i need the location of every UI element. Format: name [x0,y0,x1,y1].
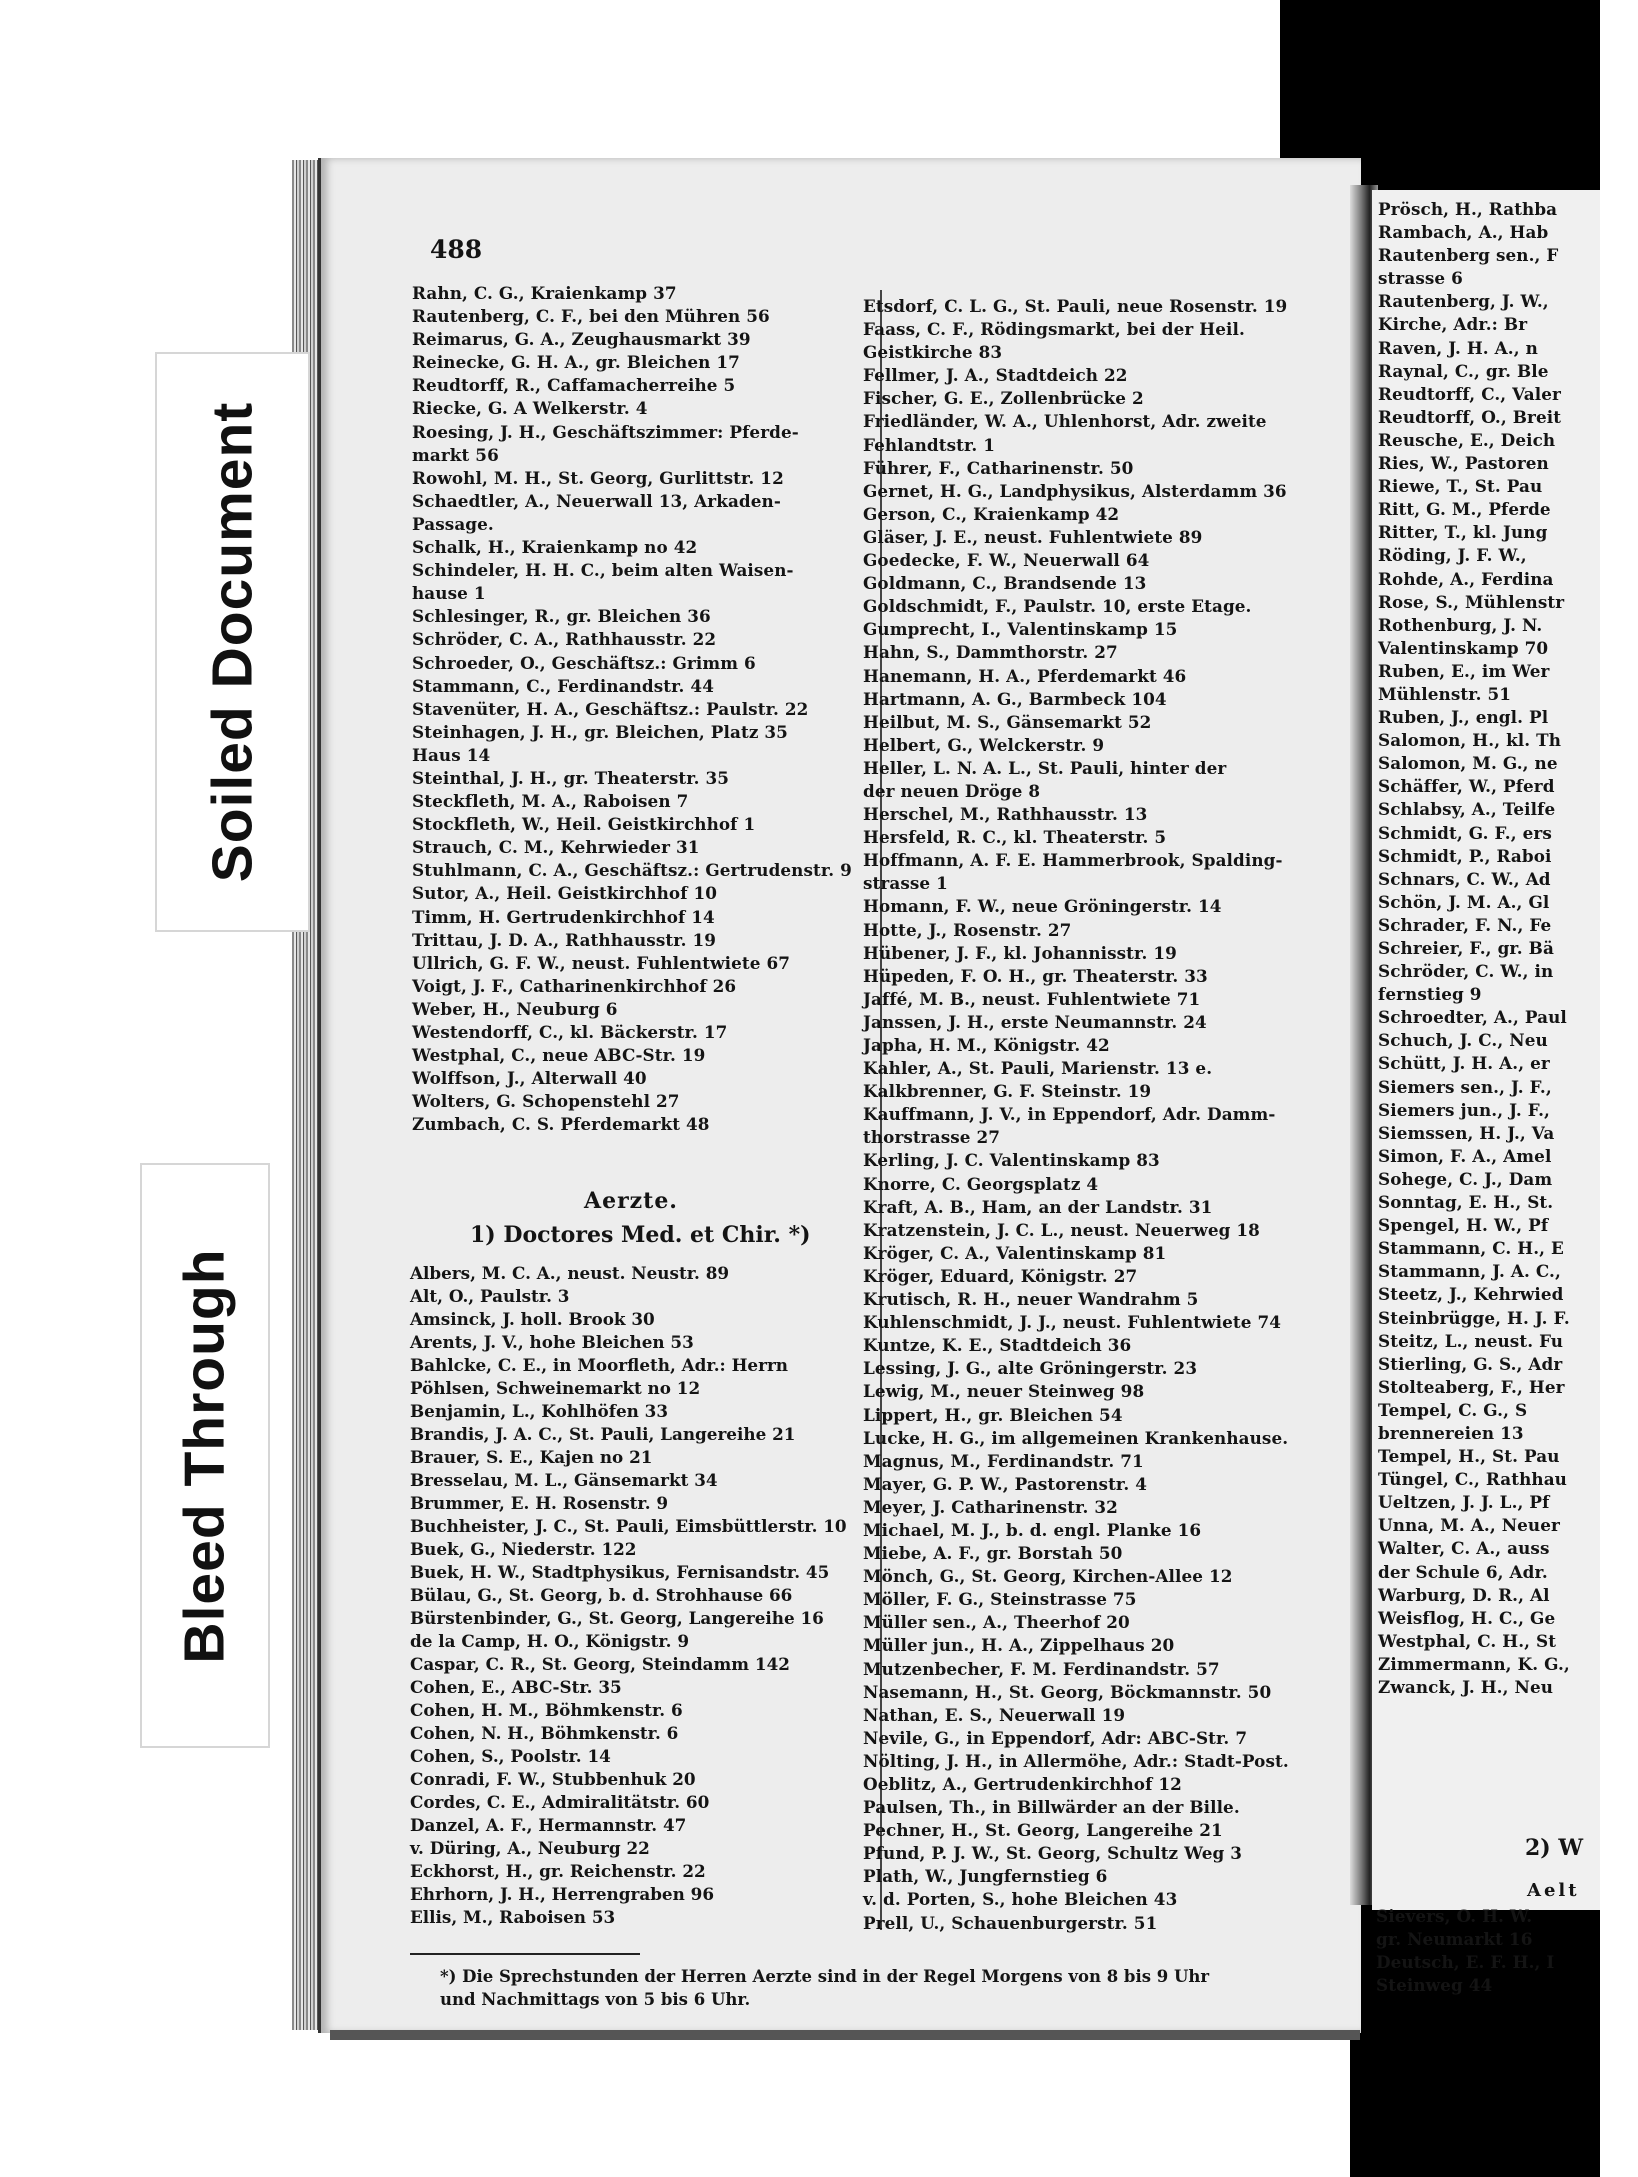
directory-entry: Haus 14 [412,744,491,765]
physician-entry: Fellmer, J. A., Stadtdeich 22 [863,365,1128,386]
directory-entry: Steinthal, J. H., gr. Theaterstr. 35 [412,767,730,788]
physician-entry: Goedecke, F. W., Neuerwall 64 [863,550,1150,571]
physician-entry: Kauffmann, J. V., in Eppendorf, Adr. Damm- [863,1104,1276,1125]
physician-entry: Ellis, M., Raboisen 53 [410,1907,616,1927]
physician-entry: Valentinskamp 70 [1378,637,1549,658]
directory-entry: Rahn, C. G., Kraienkamp 37 [412,283,677,303]
directory-entry: Schröder, C. A., Rathhausstr. 22 [412,629,717,650]
physician-entry: Steinbrügge, H. J. F. [1378,1307,1570,1328]
physician-entry: v. d. Porten, S., hohe Bleichen 43 [863,1889,1178,1910]
physician-entry: Hoffmann, A. F. E. Hammerbrook, Spalding- [863,850,1283,871]
physician-entry: Homann, F. W., neue Gröningerstr. 14 [863,896,1222,917]
physician-entry: Stierling, G. S., Adr [1378,1353,1563,1374]
directory-entry: Schroeder, O., Geschäftsz.: Grimm 6 [412,652,756,673]
physician-entry: Raynal, C., gr. Ble [1378,360,1549,381]
soiled-document-label-text: Soiled Document [200,401,265,883]
physician-entry: Kirche, Adr.: Br [1378,314,1528,335]
physician-entry: Ritter, T., kl. Jung [1378,522,1548,543]
physician-entry: fernstieg 9 [1378,984,1482,1005]
right-section-heading: 2) W [1525,1835,1584,1861]
physician-entry: Mühlenstr. 51 [1378,683,1512,704]
physician-entry: Schmidt, G. F., ers [1378,822,1552,843]
physician-entry: Deutsch, E. F. H., I [1376,1952,1555,1973]
physician-entry: Hüpeden, F. O. H., gr. Theaterstr. 33 [863,965,1208,986]
directory-entry: Reudtorff, R., Caffamacherreihe 5 [412,375,736,396]
footnote-rule [410,1953,640,1955]
physician-entry: Michael, M. J., b. d. engl. Planke 16 [863,1519,1202,1540]
physician-entry: der neuen Dröge 8 [863,780,1041,801]
physician-entry: Caspar, C. R., St. Georg, Steindamm 142 [410,1654,790,1674]
physician-entry: Schrader, F. N., Fe [1378,914,1552,935]
physician-entry: thorstrasse 27 [863,1127,1001,1148]
physician-entry: Steetz, J., Kehrwied [1378,1284,1564,1305]
physician-entry: Cordes, C. E., Admiralitätstr. 60 [410,1792,710,1812]
physician-entry: Tempel, C. G., S [1378,1399,1528,1420]
physician-entry: Schlabsy, A., Teilfe [1378,799,1556,820]
physician-entry: Walter, C. A., auss [1378,1538,1550,1559]
physician-entry: Sievers, O. H. W. [1376,1906,1533,1926]
physician-entry: Siemers jun., J. F., [1378,1099,1550,1120]
physician-entry: Kratzenstein, J. C. L., neust. Neuerweg 18 [863,1219,1260,1240]
physician-entry: Kraft, A. B., Ham, an der Landstr. 31 [863,1196,1213,1217]
physician-entry: Gerson, C., Kraienkamp 42 [863,503,1120,524]
physician-entry: Amsinck, J. holl. Brook 30 [410,1309,655,1329]
physician-entry: Helbert, G., Welckerstr. 9 [863,734,1105,755]
physician-entry: Hartmann, A. G., Barmbeck 104 [863,688,1167,709]
directory-entry: Timm, H. Gertrudenkirchhof 14 [412,906,715,927]
physician-entry: Ritt, G. M., Pferde [1378,499,1551,520]
physician-entry: strasse 6 [1378,268,1463,289]
physician-entry: Brummer, E. H. Rosenstr. 9 [410,1493,669,1513]
physician-entry: Bürstenbinder, G., St. Georg, Langereihe 16 [410,1608,824,1628]
physician-entry: Hahn, S., Dammthorstr. 27 [863,642,1118,663]
physician-entry: Nasemann, H., St. Georg, Böckmannstr. 50 [863,1681,1272,1702]
middle-column [863,295,1343,1935]
directory-entry: Ullrich, G. F. W., neust. Fuhlentwiete 67 [412,952,790,973]
physician-entry: Faass, C. F., Rödingsmarkt, bei der Heil. [863,319,1245,340]
physician-entry: Kuntze, K. E., Stadtdeich 36 [863,1335,1132,1356]
physician-entry: Möller, F. G., Steinstrasse 75 [863,1589,1137,1610]
physician-entry: Etsdorf, C. L. G., St. Pauli, neue Rosenstr. 19 [863,296,1288,316]
bleed-through-label-text: Bleed Through [173,1247,237,1664]
physician-entry: Fehlandtstr. 1 [863,434,996,455]
directory-entry: Steckfleth, M. A., Raboisen 7 [412,791,689,812]
physician-entry: Heilbut, M. S., Gänsemarkt 52 [863,711,1152,732]
physician-entry: Cohen, E., ABC-Str. 35 [410,1677,622,1697]
physician-entry: gr. Neumarkt 16 [1376,1929,1533,1950]
physician-entry: Benjamin, L., Kohlhöfen 33 [410,1401,669,1421]
section-subheading: 1) Doctores Med. et Chir. *) [470,1222,811,1248]
directory-entry: Voigt, J. F., Catharinenkirchhof 26 [412,975,737,996]
physician-entry: Stolteaberg, F., Her [1378,1376,1565,1397]
physician-entry: Rothenburg, J. N. [1378,614,1543,635]
physician-entry: Conradi, F. W., Stubbenhuk 20 [410,1769,696,1789]
physician-entry: Lucke, H. G., im allgemeinen Krankenhause. [863,1427,1289,1448]
physician-entry: Lessing, J. G., alte Gröningerstr. 23 [863,1358,1198,1379]
physician-entry: Friedländer, W. A., Uhlenhorst, Adr. zweite [863,411,1267,432]
physician-entry: Cohen, N. H., Böhmkenstr. 6 [410,1723,679,1743]
physician-entry: Goldmann, C., Brandsende 13 [863,573,1147,594]
footnote [440,1965,1340,2011]
physician-entry: Brauer, S. E., Kajen no 21 [410,1447,653,1467]
physician-entry: Mayer, G. P. W., Pastorenstr. 4 [863,1473,1147,1494]
directory-entry: Schalk, H., Kraienkamp no 42 [412,537,698,558]
directory-entry: Schlesinger, R., gr. Bleichen 36 [412,606,711,627]
physician-entry: Krutisch, R. H., neuer Wandrahm 5 [863,1289,1199,1310]
physician-entry: Rose, S., Mühlenstr [1378,591,1565,612]
directory-entry: Zumbach, C. S. Pferdemarkt 48 [412,1114,710,1135]
right-column [1378,198,1638,1699]
physician-entry: Nathan, E. S., Neuerwall 19 [863,1704,1126,1725]
physician-entry: Mutzenbecher, F. M. Ferdinandstr. 57 [863,1658,1220,1679]
physician-entry: Arents, J. V., hohe Bleichen 53 [410,1332,694,1352]
physician-entry: Mönch, G., St. Georg, Kirchen-Allee 12 [863,1566,1233,1587]
bleed-through-label [140,1163,270,1748]
physician-entry: Cohen, S., Poolstr. 14 [410,1746,611,1766]
physician-entry: Reudtorff, O., Breit [1378,406,1562,427]
directory-entry: Stockfleth, W., Heil. Geistkirchhof 1 [412,814,756,835]
physician-entry: Kerling, J. C. Valentinskamp 83 [863,1150,1160,1171]
physician-entry: Schütt, J. H. A., er [1378,1053,1550,1074]
physician-entry: Kahler, A., St. Pauli, Marienstr. 13 e. [863,1058,1213,1079]
physician-entry: Raven, J. H. A., n [1378,337,1538,358]
physician-entry: Kuhlenschmidt, J. J., neust. Fuhlentwiete 74 [863,1312,1282,1333]
physician-entry: Ruben, J., engl. Pl [1378,707,1549,728]
physician-entry: Paulsen, Th., in Billwärder an der Bille. [863,1797,1240,1818]
physician-entry: Kalkbrenner, G. F. Steinstr. 19 [863,1081,1152,1102]
physician-entry: Tempel, H., St. Pau [1378,1446,1560,1467]
physician-entry: Röding, J. F. W., [1378,545,1527,566]
physician-entry: Danzel, A. F., Hermannstr. 47 [410,1815,687,1835]
physician-entry: Schreier, F., gr. Bä [1378,938,1554,958]
physician-entry: Rautenberg sen., F [1378,245,1559,266]
physician-entry: Sohege, C. J., Dam [1378,1168,1553,1189]
physician-entry: Plath, W., Jungfernstieg 6 [863,1866,1108,1887]
physician-entry: Führer, F., Catharinenstr. 50 [863,457,1134,478]
directory-entry: hause 1 [412,583,486,604]
physician-entry: Heller, L. N. A. L., St. Pauli, hinter der [863,757,1227,778]
physician-entry: Prell, U., Schauenburgerstr. 51 [863,1912,1158,1933]
right-page [1372,190,1600,1996]
directory-entry: Reimarus, G. A., Zeughausmarkt 39 [412,329,751,350]
physician-entry: Nölting, J. H., in Allermöhe, Adr.: Stadt-Post. [863,1750,1289,1771]
physician-entry: Bahlcke, C. E., in Moorfleth, Adr.: Herrn [410,1355,788,1375]
directory-entry: Wolters, G. Schopenstehl 27 [412,1091,680,1112]
physician-entry: Schröder, C. W., in [1378,961,1554,982]
right-section-list [1376,1905,1636,1997]
physician-entry: Warburg, D. R., Al [1378,1584,1550,1605]
directory-entry: Westendorff, C., kl. Bäckerstr. 17 [412,1022,728,1042]
physician-entry: Müller sen., A., Theerhof 20 [863,1612,1130,1633]
physician-entry: Knorre, C. Georgsplatz 4 [863,1173,1099,1194]
physician-entry: Janssen, J. H., erste Neumannstr. 24 [863,1011,1207,1032]
directory-entry: Reinecke, G. H. A., gr. Bleichen 17 [412,352,740,373]
directory-entry: Stammann, C., Ferdinandstr. 44 [412,675,714,696]
directory-entry: Rowohl, M. H., St. Georg, Gurlittstr. 12 [412,467,784,488]
directory-entry: Schindeler, H. H. C., beim alten Waisen- [412,560,794,581]
physician-entry: strasse 1 [863,873,948,894]
physician-entry: Prösch, H., Rathba [1378,199,1558,219]
physician-entry: Japha, H. M., Königstr. 42 [863,1035,1110,1055]
footnote-line-1: *) Die Sprechstunden der Herren Aerzte sind in der Regel Morgens von 8 bis 9 Uhr [440,1967,1210,1986]
physician-entry: Buchheister, J. C., St. Pauli, Eimsbüttlerstr. 10 [410,1516,847,1536]
directory-entry: Westphal, C., neue ABC-Str. 19 [412,1045,706,1066]
physician-entry: Eckhorst, H., gr. Reichenstr. 22 [410,1861,706,1881]
physician-entry: Müller jun., H. A., Zippelhaus 20 [863,1635,1175,1656]
physician-entry: Schön, J. M. A., Gl [1378,891,1550,912]
directory-entry: Steinhagen, J. H., gr. Bleichen, Platz 35 [412,721,788,742]
physician-entry: Lippert, H., gr. Bleichen 54 [863,1404,1123,1425]
physician-entry: Spengel, H. W., Pf [1378,1215,1549,1236]
physician-entry: Stammann, J. A. C., [1378,1261,1561,1282]
physician-entry: Schnars, C. W., Ad [1378,868,1551,889]
physician-entry: Lewig, M., neuer Steinweg 98 [863,1381,1145,1402]
soiled-document-label [155,352,310,932]
physician-entry: Goldschmidt, F., Paulstr. 10, erste Etage. [863,596,1252,617]
physician-entry: Meyer, J. Catharinenstr. 32 [863,1496,1118,1517]
physician-entry: v. Düring, A., Neuburg 22 [410,1838,650,1858]
physician-entry: Pöhlsen, Schweinemarkt no 12 [410,1378,701,1398]
physician-entry: Riewe, T., St. Pau [1378,476,1543,497]
physician-entry: Oeblitz, A., Gertrudenkirchhof 12 [863,1774,1182,1794]
physician-entry: Jaffé, M. B., neust. Fuhlentwiete 71 [863,988,1201,1009]
directory-entry: Passage. [412,513,494,534]
physician-entry: Schuch, J. C., Neu [1378,1030,1548,1051]
physician-entry: Geistkirche 83 [863,342,1003,363]
physician-entry: der Schule 6, Adr. [1378,1561,1548,1582]
physician-entry: Rambach, A., Hab [1378,222,1549,243]
physician-entry: Albers, M. C. A., neust. Neustr. 89 [410,1263,730,1283]
physician-entry: Hersfeld, R. C., kl. Theaterstr. 5 [863,827,1167,848]
directory-entry: Stuhlmann, C. A., Geschäftsz.: Gertrudenstr. 9 [412,860,852,881]
physician-entry: Miebe, A. F., gr. Borstah 50 [863,1543,1123,1564]
physician-entry: Reudtorff, C., Valer [1378,383,1561,404]
physician-entry: Unna, M. A., Neuer [1378,1515,1560,1536]
physician-entry: Zwanck, J. H., Neu [1378,1677,1554,1697]
physician-entry: Buek, G., Niederstr. 122 [410,1539,637,1559]
directory-entry: markt 56 [412,444,499,465]
section-list [410,1262,880,1929]
physician-entry: Kröger, C. A., Valentinskamp 81 [863,1242,1167,1263]
physician-entry: Zimmermann, K. G., [1378,1653,1570,1674]
physician-entry: Siemers sen., J. F., [1378,1076,1552,1097]
physician-entry: Westphal, C. H., St [1378,1630,1557,1651]
physician-entry: Ehrhorn, J. H., Herrengraben 96 [410,1884,715,1904]
physician-entry: Schäffer, W., Pferd [1378,776,1555,797]
physician-entry: de la Camp, H. O., Königstr. 9 [410,1631,690,1651]
directory-entry: Schaedtler, A., Neuerwall 13, Arkaden- [412,490,781,511]
physician-entry: Gernet, H. G., Landphysikus, Alsterdamm 36 [863,480,1287,501]
left-page-bottom-edge [330,2030,1360,2040]
physician-entry: Brandis, J. A. C., St. Pauli, Langereihe 21 [410,1424,796,1444]
footnote-line-2: und Nachmittags von 5 bis 6 Uhr. [440,1990,751,2009]
physician-entry: Rohde, A., Ferdina [1378,568,1554,589]
physician-entry: Hübener, J. F., kl. Johannisstr. 19 [863,942,1177,963]
physician-entry: Reusche, E., Deich [1378,429,1556,450]
physician-entry: Simon, F. A., Amel [1378,1145,1552,1166]
physician-entry: Hotte, J., Rosenstr. 27 [863,919,1072,940]
physician-entry: Alt, O., Paulstr. 3 [410,1286,570,1306]
physician-entry: Kröger, Eduard, Königstr. 27 [863,1265,1138,1286]
physician-entry: Ries, W., Pastoren [1378,453,1549,474]
physician-entry: Stammann, C. H., E [1378,1238,1564,1259]
physician-entry: Buek, H. W., Stadtphysikus, Fernisandstr. 45 [410,1562,830,1582]
physician-entry: Pfund, P. J. W., St. Georg, Schultz Weg 3 [863,1843,1243,1864]
page-number: 488 [430,235,483,264]
physician-entry: Herschel, M., Rathhausstr. 13 [863,804,1148,825]
physician-entry: Ueltzen, J. J. L., Pf [1378,1492,1550,1513]
physician-entry: Nevile, G., in Eppendorf, Adr: ABC-Str. 7 [863,1727,1248,1748]
physician-entry: Gläser, J. E., neust. Fuhlentwiete 89 [863,526,1203,547]
physician-entry: Rautenberg, J. W., [1378,291,1549,312]
physician-entry: Siemssen, H. J., Va [1378,1122,1555,1143]
directory-entry: Wolffson, J., Alterwall 40 [412,1068,647,1089]
physician-entry: Steitz, L., neust. Fu [1378,1330,1564,1351]
directory-entry: Roesing, J. H., Geschäftszimmer: Pferde- [412,421,799,442]
directory-entry: Rautenberg, C. F., bei den Mühren 56 [412,306,770,327]
directory-entry: Weber, H., Neuburg 6 [412,998,618,1019]
physician-entry: Weisflog, H. C., Ge [1378,1607,1556,1628]
physician-entry: Ruben, E., im Wer [1378,660,1550,681]
physician-entry: Steinweg 44 [1376,1975,1493,1996]
right-section-subheading: Aelt [1527,1880,1580,1901]
physician-entry: Hanemann, H. A., Pferdemarkt 46 [863,665,1187,686]
physician-entry: Bülau, G., St. Georg, b. d. Strohhause 66 [410,1585,793,1605]
physician-entry: Magnus, M., Ferdinandstr. 71 [863,1450,1144,1471]
physician-entry: Cohen, H. M., Böhmkenstr. 6 [410,1700,683,1720]
physician-entry: Salomon, H., kl. Th [1378,730,1562,751]
physician-entry: Fischer, G. E., Zollenbrücke 2 [863,388,1144,409]
directory-entry: Stavenüter, H. A., Geschäftsz.: Paulstr. 22 [412,698,809,719]
left-column [412,282,872,1136]
physician-entry: brennereien 13 [1378,1422,1524,1443]
physician-entry: Schmidt, P., Raboi [1378,845,1552,866]
section-heading: Aerzte. [584,1188,678,1214]
physician-entry: Sonntag, E. H., St. [1378,1192,1554,1213]
directory-entry: Sutor, A., Heil. Geistkirchhof 10 [412,883,718,904]
physician-entry: Salomon, M. G., ne [1378,753,1558,774]
physician-entry: Schroedter, A., Paul [1378,1007,1567,1028]
directory-entry: Riecke, G. A Welkerstr. 4 [412,398,648,419]
directory-entry: Strauch, C. M., Kehrwieder 31 [412,837,700,858]
physician-entry: Pechner, H., St. Georg, Langereihe 21 [863,1820,1223,1841]
physician-entry: Gumprecht, I., Valentinskamp 15 [863,619,1178,640]
physician-entry: Bresselau, M. L., Gänsemarkt 34 [410,1470,718,1490]
physician-entry: Tüngel, C., Rathhau [1378,1469,1567,1490]
directory-entry: Trittau, J. D. A., Rathhausstr. 19 [412,929,717,950]
